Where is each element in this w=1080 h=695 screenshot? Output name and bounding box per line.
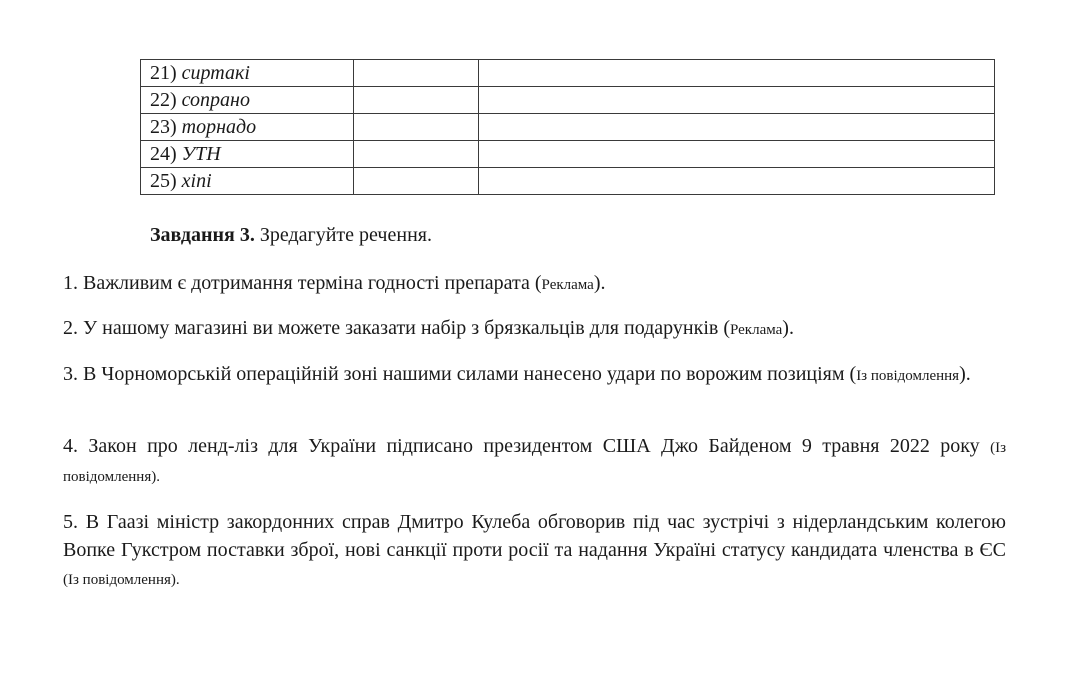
empty-cell: [354, 168, 479, 195]
row-number: 23): [150, 116, 177, 138]
table-row: [141, 87, 995, 114]
word-cell: [141, 141, 354, 168]
task-label: Завдання 3.: [150, 224, 255, 246]
word-text: хіпі: [181, 170, 212, 192]
task-heading: [150, 222, 432, 248]
task-instruction: Зредагуйте речення.: [254, 224, 432, 246]
word-cell: [141, 87, 354, 114]
sentence-3: [63, 361, 1006, 390]
empty-cell: [479, 141, 995, 168]
word-text: сопрано: [181, 89, 250, 111]
empty-cell: [479, 87, 995, 114]
empty-cell: [354, 60, 479, 87]
sentence-2: [63, 315, 1006, 344]
sentence-5: [63, 508, 1006, 594]
table-row: [141, 114, 995, 141]
table-row: [141, 141, 995, 168]
table-row: [141, 168, 995, 195]
empty-cell: [479, 60, 995, 87]
sentence-text: 4. Закон про ленд-ліз для України підписано президентом США Джо Байденом 9 травня 2022 року: [63, 435, 991, 457]
sentence-text: 5. В Гаазі міністр закордонних справ Дмитро Кулеба обговорив під час зустрічі з нідерландським колегою Вопке Гукстром поставки зброї, нові санкції проти росії та надання Україні статусу кандидата членства в ЄС: [63, 511, 1006, 561]
empty-cell: [354, 87, 479, 114]
empty-cell: [479, 168, 995, 195]
sentence-text: 3. В Чорноморській операційній зоні нашими силами нанесено удари по ворожим позиціям (: [63, 363, 857, 385]
sentence-source: Реклама: [541, 277, 594, 293]
sentence-close: ).: [782, 317, 794, 339]
table-row: [141, 60, 995, 87]
row-number: 24): [150, 143, 177, 165]
empty-cell: [354, 114, 479, 141]
sentence-close: ).: [593, 272, 606, 294]
empty-cell: [354, 141, 479, 168]
word-text: сиртакі: [181, 62, 250, 84]
row-number: 21): [150, 62, 177, 84]
sentence-4: [63, 433, 1006, 491]
words-table: [140, 59, 995, 195]
sentence-source: (Із повідомлення).: [63, 572, 180, 588]
word-cell: [141, 114, 354, 141]
sentence-source: (Із повідомлення).: [63, 440, 1006, 485]
word-cell: [141, 168, 354, 195]
empty-cell: [479, 114, 995, 141]
word-text: торнадо: [181, 116, 257, 138]
sentence-source: Із повідомлення: [856, 368, 960, 384]
word-cell: [141, 60, 354, 87]
sentence-1: [63, 270, 1006, 299]
row-number: 22): [150, 89, 177, 111]
sentence-text: 1. Важливим є дотримання терміна годності препарата (: [63, 272, 542, 294]
sentence-text: 2. У нашому магазині ви можете заказати набір з брязкальців для подарунків (: [63, 317, 730, 339]
word-text: УТН: [181, 143, 221, 165]
sentence-close: ).: [959, 363, 971, 385]
row-number: 25): [150, 170, 177, 192]
sentence-source: Реклама: [730, 322, 783, 338]
